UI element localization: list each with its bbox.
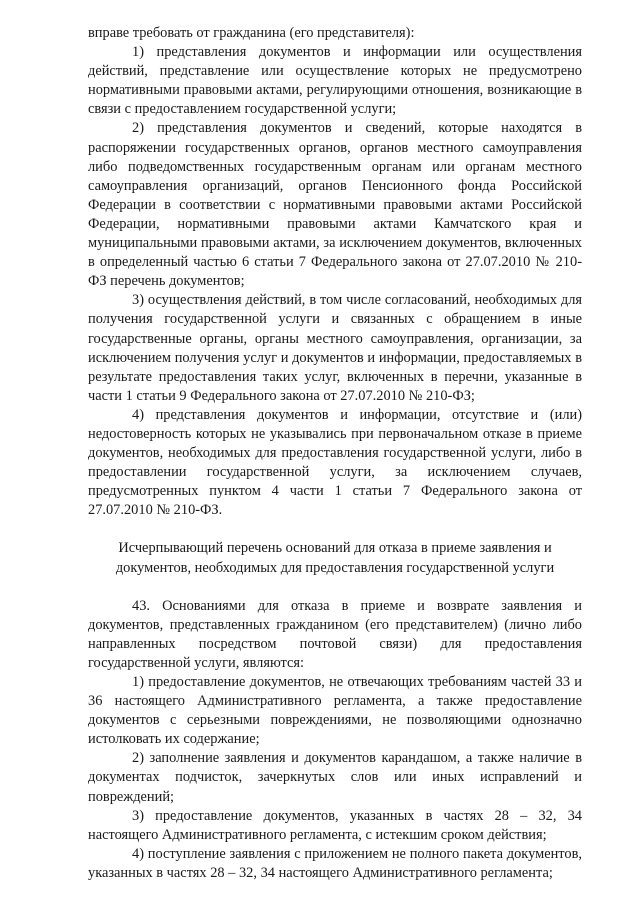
list-item: 4) поступление заявления с приложением не полного пакета документов, указанных в частях 28 – 32, 34 настоящего Административного регламента; (88, 845, 582, 881)
list-item: 1) представления документов и информации или осуществления действий, представление или осуществление которых не предусмотрено нормативными правовыми актами, регулирующими отношения, возникающие в связи с предоставлением государственной услуги; (88, 44, 582, 118)
list-item: 2) представления документов и сведений, которые находятся в распоряжении государственных органов, органов местного самоуправления либо подведомственных государственным органам или органам местного самоуправления организаций, органов Пенсионного фонда Российской Федерации в соответствии с нормативными правовыми актами Российской Федерации, нормативными правовыми актами Камчатского края и муниципальными правовыми актами, за исключением документов, включенных в определенный частью 6 статьи 7 Федерального закона от 27.07.2010 № 210-ФЗ перечень документов; (88, 120, 582, 290)
list-item: 3) осуществления действий, в том числе согласований, необходимых для получения государственной услуги и связанных с обращением в иные государственные органы, органы местного самоуправления, организации, за исключением получения услуг и документов и информации, предоставляемых в результате предоставления таких услуг, включенных в перечни, указанные в части 1 статьи 9 Федерального закона от 27.07.2010 № 210-ФЗ; (88, 292, 582, 404)
section-heading: Исчерпывающий перечень оснований для отказа в приеме заявления и документов, необходимых для предоставления государственной услуги (115, 540, 555, 576)
list-item: 1) предоставление документов, не отвечающих требованиям частей 33 и 36 настоящего Административного регламента, а также предоставление документов с серьезными повреждениями, не позволяющими однозначно истолковать их содержание; (88, 674, 582, 748)
list-item: 2) заполнение заявления и документов карандашом, а также наличие в документах подчисток, зачеркнутых слов или иных исправлений и повреждений; (88, 750, 582, 805)
list-item: 3) предоставление документов, указанных в частях 28 – 32, 34 настоящего Административного регламента, с истекшим сроком действия; (88, 807, 582, 843)
paragraph-43: 43. Основаниями для отказа в приеме и возврате заявления и документов, представленных гражданином (его представителем) (лично либо направленных посредством почтовой связи) для предоставления государственной услуги, являются: (88, 597, 582, 671)
lead-paragraph: вправе требовать от гражданина (его представителя): (88, 25, 415, 41)
document-page (88, 24, 582, 883)
list-item: 4) представления документов и информации, отсутствие и (или) недостоверность которых не указывались при первоначальном отказе в приеме документов, необходимых для предоставления государственной услуги, либо в предоставлении государственной услуги, за исключением случаев, предусмотренных пунктом 4 части 1 статьи 7 Федерального закона от 27.07.2010 № 210-ФЗ. (88, 406, 582, 519)
